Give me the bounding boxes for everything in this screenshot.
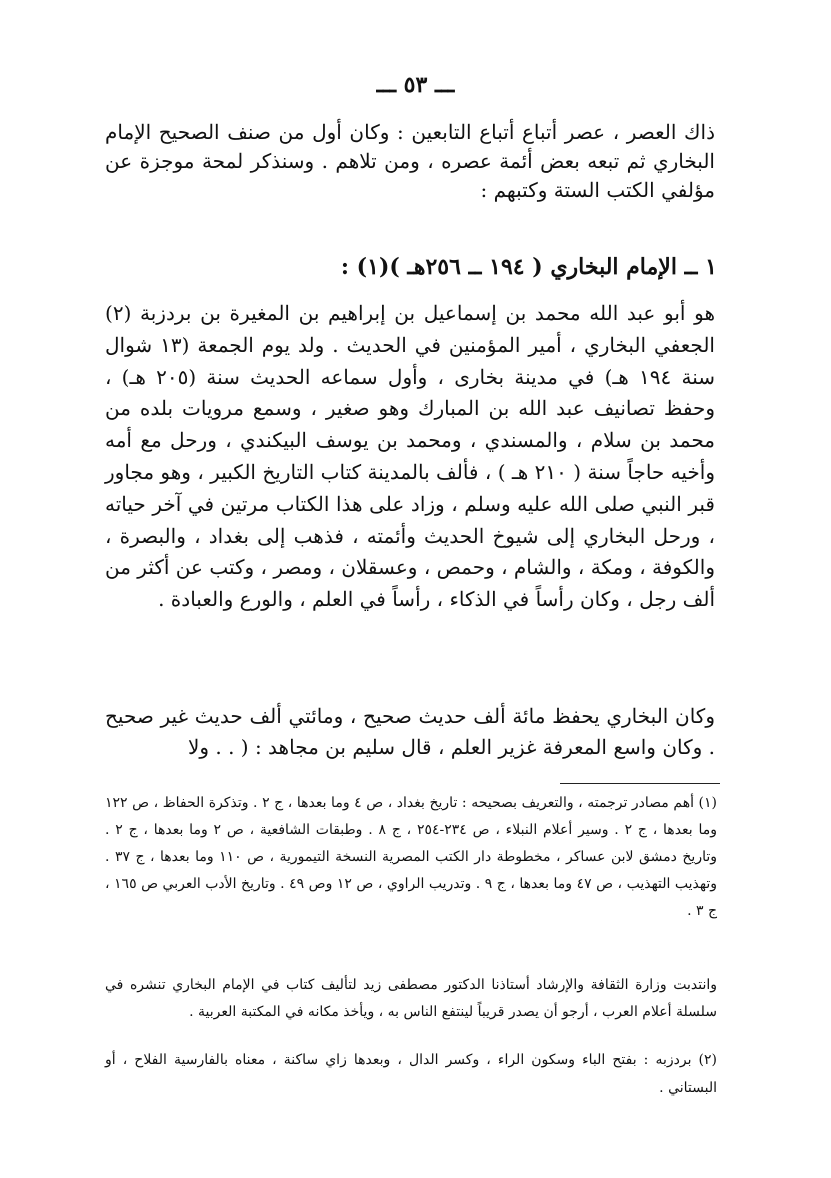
footnote-1-note: وانتدبت وزارة الثقافة والإرشاد أستاذنا الدكتور مصطفى زيد لتأليف كتاب في الإمام البخاري تنشره في سلسلة أعلام العرب ، أرجو أن يصدر قريباً لينتفع الناس به ، ويأخذ مكانه في المكتبة العربية . bbox=[105, 977, 717, 1020]
footnote-divider bbox=[560, 783, 720, 784]
section-heading: ١ ــ الإمام البخاري ( ١٩٤ ــ ٢٥٦هـ )(١) : bbox=[340, 254, 717, 280]
footnote-2: (٢) بردزبه : بفتح الباء وسكون الراء ، وكسر الدال ، وبعدها زاي ساكنة ، معناه بالفارسية الفلاح ، أو البستاني . bbox=[105, 1052, 717, 1096]
second-paragraph: وكان البخاري يحفظ مائة ألف حديث صحيح ، ومائتي ألف حديث غير صحيح . وكان واسع المعرفة غزير العلم ، قال سليم بن مجاهد : ( . . ولا bbox=[105, 704, 715, 759]
bio-paragraph: هو أبو عبد الله محمد بن إسماعيل بن إبراهيم بن المغيرة بن بردزبة (٢) الجعفي البخاري ، أمير المؤمنين في الحديث . ولد يوم الجمعة (١٣ شوال سنة ١٩٤ هـ) في مدينة بخارى ، وأول سماعه الحديث سنة (٢٠٥ هـ) ، وحفظ تصانيف عبد الله بن المبارك وهو صغير ، وسمع مرويات بلده من محمد بن سلام ، والمسندي ، ومحمد بن يوسف البيكندي ، ورحل مع أمه وأخيه حاجاً سنة ( ٢١٠ هـ ) ، فألف بالمدينة كتاب التاريخ الكبير ، وهو مجاور قبر النبي صلى الله عليه وسلم ، وزاد على هذا الكتاب مرتين في آخر حياته ، ورحل البخاري إلى شيوخ الحديث وأئمته ، فذهب إلى بغداد ، والبصرة ، والكوفة ، ومكة ، والشام ، وحمص ، وعسقلان ، ومصر ، وكتب عن أكثر من ألف رجل ، وكان رأساً في الذكاء ، رأساً في العلم ، والورع والعبادة . bbox=[105, 301, 716, 612]
intro-paragraph: ذاك العصر ، عصر أتباع أتباع التابعين : وكان أول من صنف الصحيح الإمام البخاري ثم تبعه بعض أئمة عصره ، ومن تلاهم . وسنذكر لمحة موجزة عن مؤلفي الكتب الستة وكتبهم : bbox=[105, 120, 715, 202]
footnote-1-sources: (١) أهم مصادر ترجمته ، والتعريف بصحيحه : تاريخ بغداد ، ص ٤ وما بعدها ، ج ٢ . وتذكرة الحفاظ ، ص ١٢٢ وما بعدها ، ج ٢ . وسير أعلام النبلاء ، ص ٢٣٤-٢٥٤ ، ج ٨ . وطبقات الشافعية ، ص ٢ وما بعدها ، ج ٢ . وتاريخ دمشق لابن عساكر ، مخطوطة دار الكتب المصرية النسخة التيمورية ، ص ١١٠ وما بعدها ، ج ٣٧ . وتهذيب التهذيب ، ص ٤٧ وما بعدها ، ج ٩ . وتدريب الراوي ، ص ١٢ وص ٤٩ . وتاريخ الأدب العربي ص ١٦٥ ، ج ٣ . bbox=[105, 795, 718, 919]
page-number: ـــ ٥٣ ـــ bbox=[376, 72, 455, 98]
